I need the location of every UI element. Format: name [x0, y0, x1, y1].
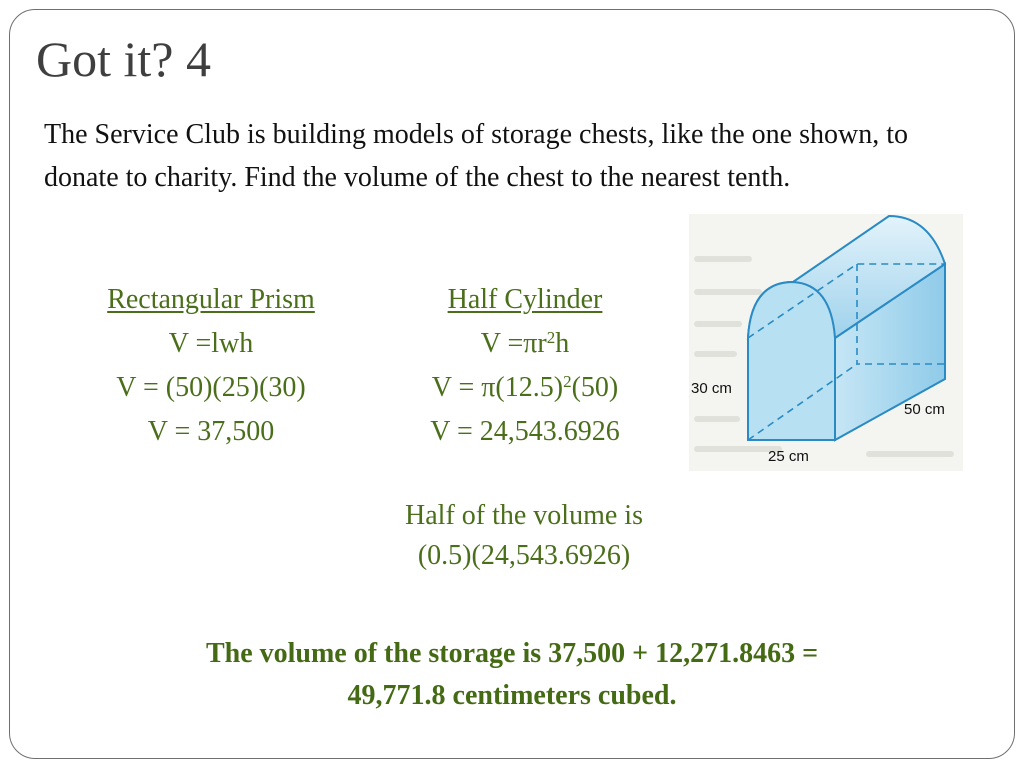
half-cylinder-result: V = 24,543.6926	[430, 416, 620, 447]
half-cylinder-heading: Half Cylinder	[447, 284, 603, 315]
half-cylinder-formula-exponent: 2	[546, 328, 556, 347]
half-cylinder-formula-base: V =πr	[480, 328, 547, 359]
rectangular-prism-result: V = 37,500	[147, 416, 275, 447]
rectangular-prism-heading: Rectangular Prism	[107, 284, 315, 315]
half-cylinder-formula	[380, 322, 670, 366]
width-label: 25 cm	[768, 448, 809, 465]
half-cylinder-substitution-base: V = π(12.5)	[431, 372, 564, 403]
half-cylinder-substitution-tail: (50)	[571, 372, 619, 403]
chest-front-face	[748, 282, 835, 440]
problem-statement: The Service Club is building models of storage chests, like the one shown, to donate to charity. Find the volume of the chest to the nearest tenth.	[44, 119, 908, 193]
half-cylinder-formula-tail: h	[555, 328, 570, 359]
height-label: 30 cm	[691, 380, 732, 397]
storage-chest-figure	[689, 214, 963, 471]
conclusion-line-2: 49,771.8 centimeters cubed.	[347, 680, 677, 711]
rectangular-prism-formula: V =lwh	[168, 328, 254, 359]
rectangular-prism-substitution: V = (50)(25)(30)	[116, 372, 306, 403]
storage-chest-diagram	[689, 214, 963, 471]
half-cylinder-substitution	[380, 366, 670, 410]
conclusion	[40, 633, 984, 717]
rectangular-prism-column	[62, 278, 360, 454]
slide-title: Got it? 4	[36, 31, 211, 87]
half-volume-line-1: Half of the volume is	[405, 500, 643, 531]
half-cylinder-substitution-exponent: 2	[563, 372, 572, 391]
conclusion-line-1: The volume of the storage is 37,500 + 12,271.8463 =	[205, 638, 819, 669]
length-label: 50 cm	[904, 401, 945, 418]
half-volume-note	[300, 496, 748, 576]
half-cylinder-column	[380, 278, 670, 454]
half-volume-line-2: (0.5)(24,543.6926)	[417, 540, 631, 571]
